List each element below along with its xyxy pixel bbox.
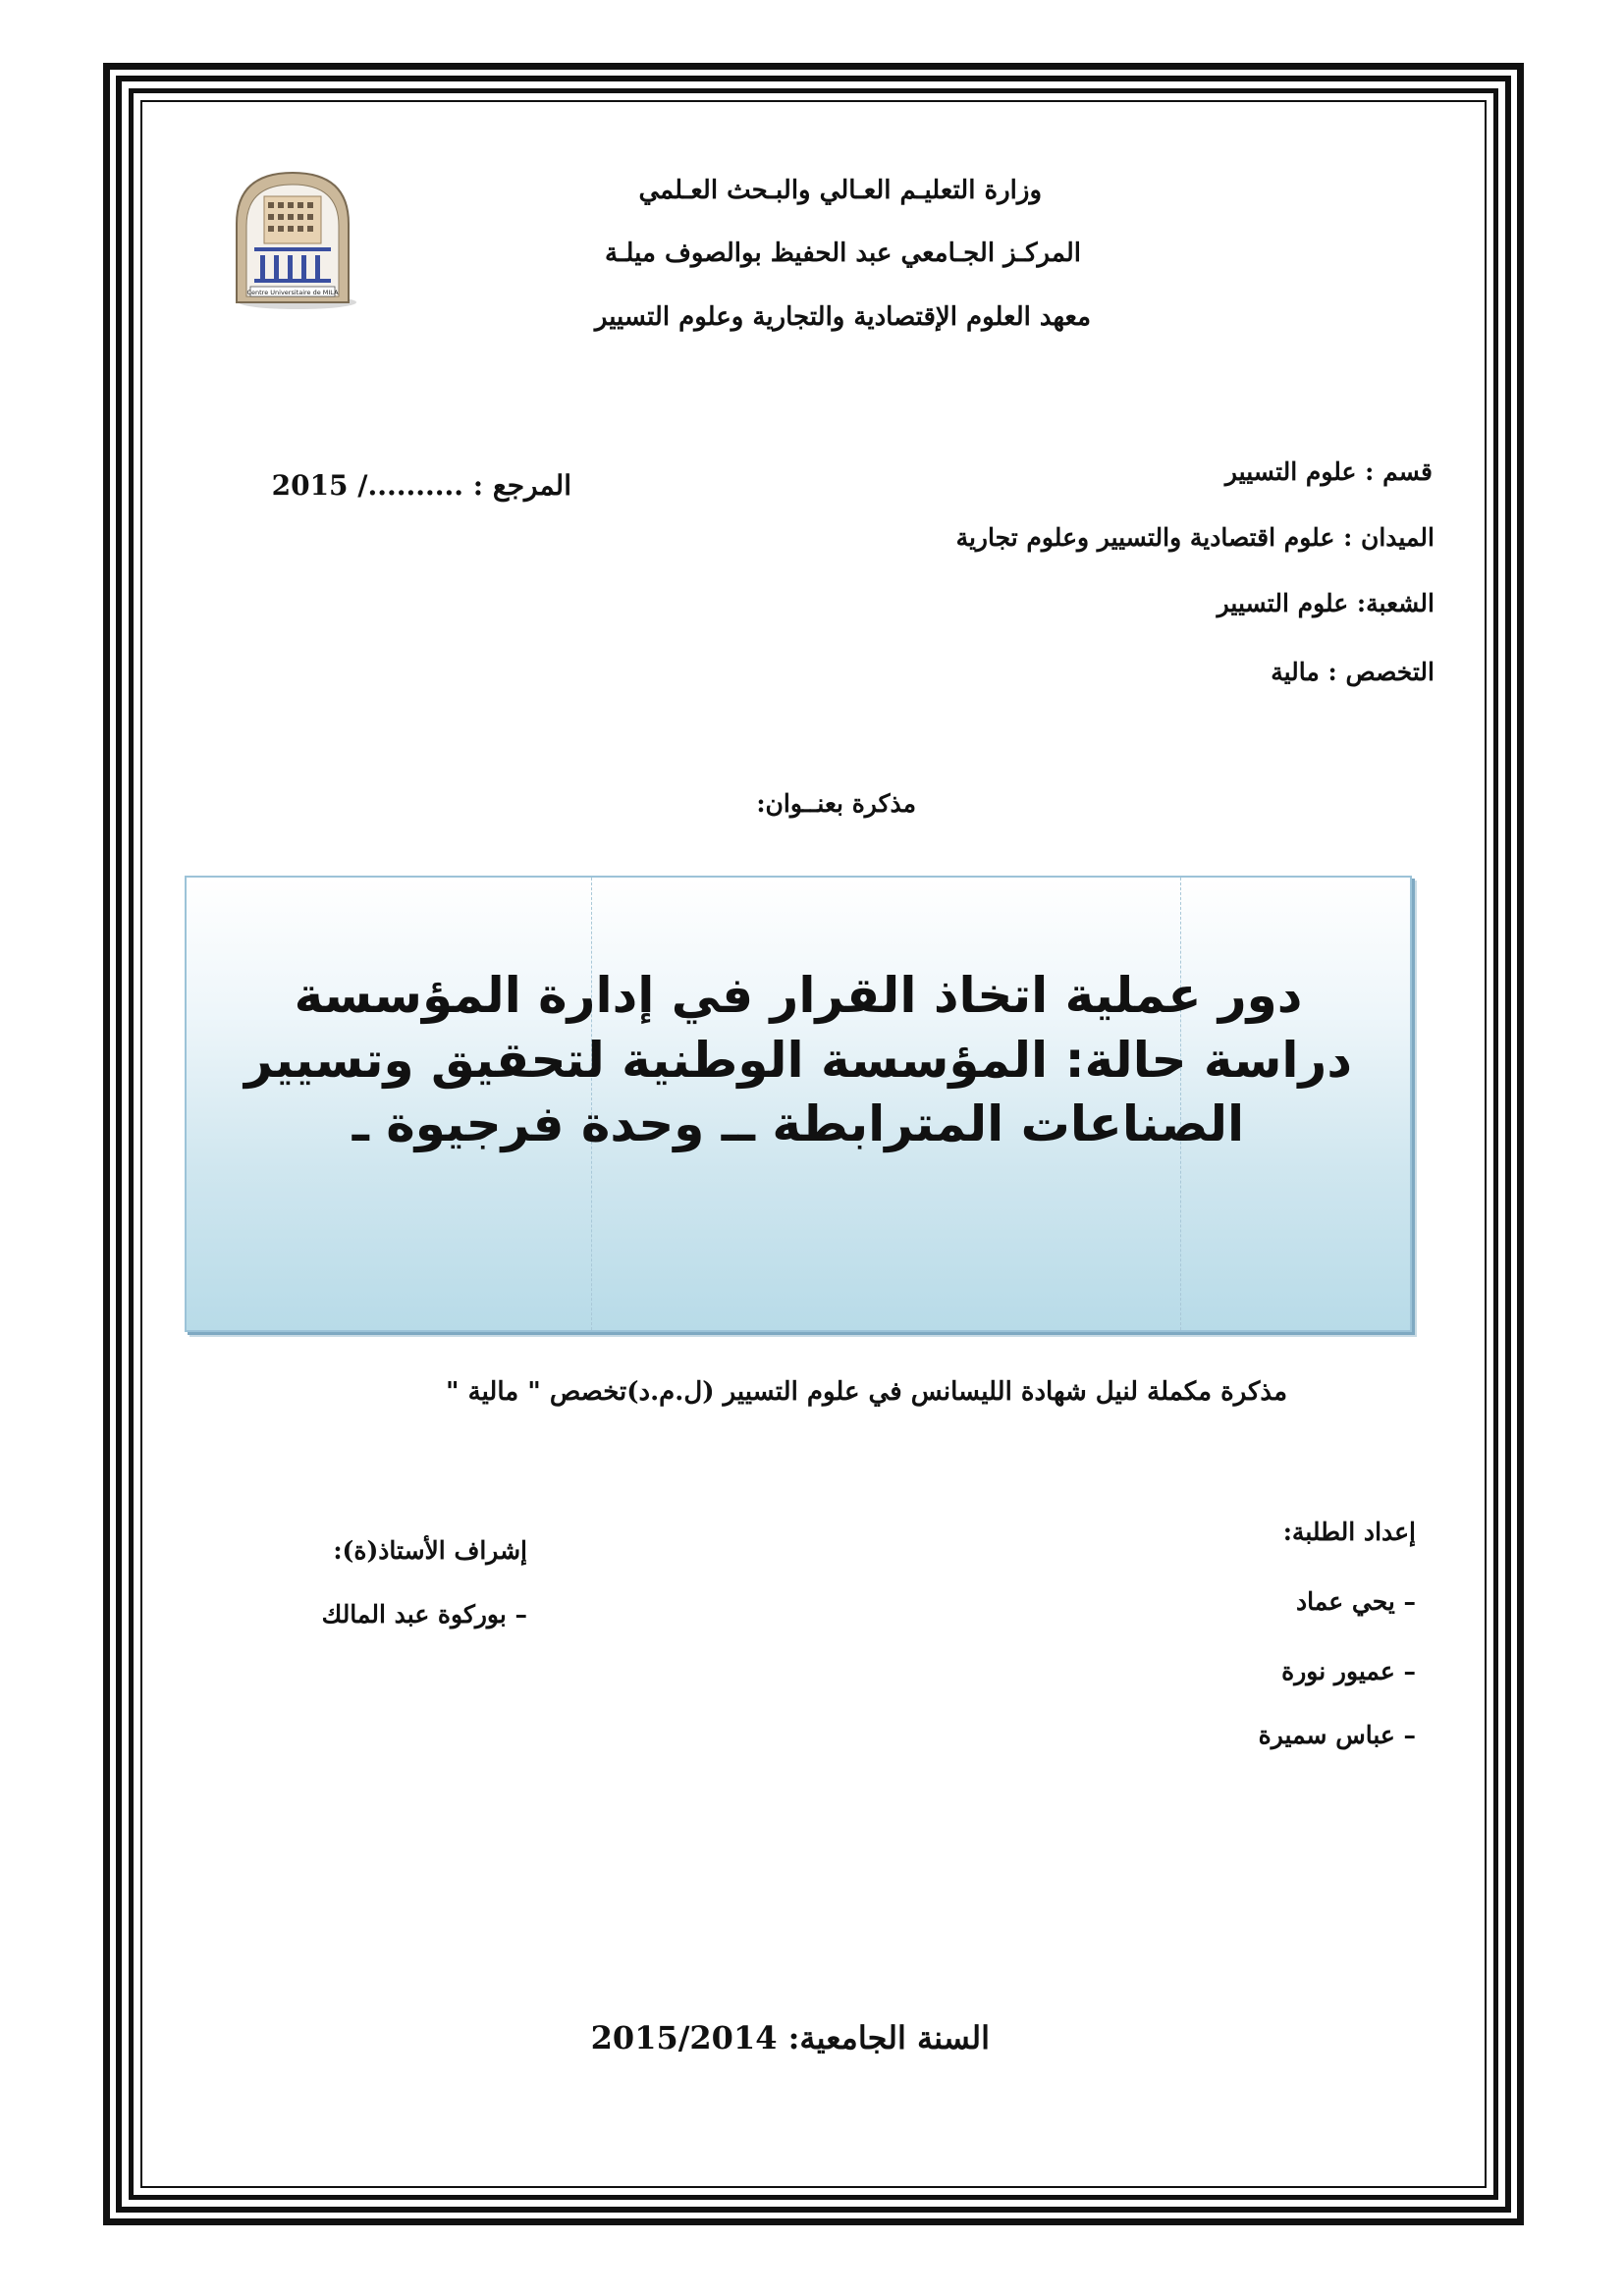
student-name: – عميور نورة	[1281, 1657, 1416, 1685]
students-heading: إعداد الطلبة:	[1282, 1518, 1416, 1546]
thesis-title-line: دور عملية اتخاذ القرار في إدارة المؤسسة	[294, 967, 1303, 1024]
thesis-title-line: دراسة حالة: المؤسسة الوطنية لتحقيق وتسيير	[244, 1031, 1352, 1089]
reference-label: المرجع : ........../ 2015	[271, 469, 571, 502]
supervisor-heading: إشراف الأستاذ(ة):	[333, 1536, 527, 1565]
student-name: – يحي عماد	[1296, 1587, 1416, 1616]
thesis-intro: مذكرة بعنــوان:	[756, 789, 916, 818]
center-name: المركـز الجـامعي عبد الحفيظ بوالصوف ميلـة	[604, 239, 1081, 268]
specialty-label: التخصص : مالية	[1271, 658, 1435, 686]
student-name: – عباس سميرة	[1258, 1721, 1416, 1749]
department-label: قسم : علوم التسيير	[1224, 457, 1433, 486]
supervisor-name: – بوركوة عبد المالك	[321, 1600, 527, 1629]
university-logo	[229, 165, 356, 312]
thesis-title-box	[185, 876, 1412, 1332]
institute-name: معهد العلوم الإقتصادية والتجارية وعلوم التسيير	[594, 302, 1091, 332]
ministry-name: وزارة التعليـم العـالي والبـحث العـلمي	[638, 176, 1042, 205]
thesis-subtitle: مذكرة مكملة لنيل شهادة الليسانس في علوم التسيير (ل.م.د)تخصص " مالية "	[446, 1377, 1287, 1407]
thesis-title-line: الصناعات المترابطة ــ وحدة فرجيوة ـ	[352, 1095, 1245, 1152]
branch-label: الشعبة: علوم التسيير	[1217, 589, 1435, 617]
svg-text:Centre Universitaire de MILA: Centre Universitaire de MILA	[246, 289, 339, 296]
thesis-title	[187, 964, 1410, 1157]
academic-year: السنة الجامعية: 2015/2014	[590, 2019, 990, 2056]
field-label: الميدان : علوم اقتصادية والتسيير وعلوم تجارية	[955, 523, 1435, 552]
